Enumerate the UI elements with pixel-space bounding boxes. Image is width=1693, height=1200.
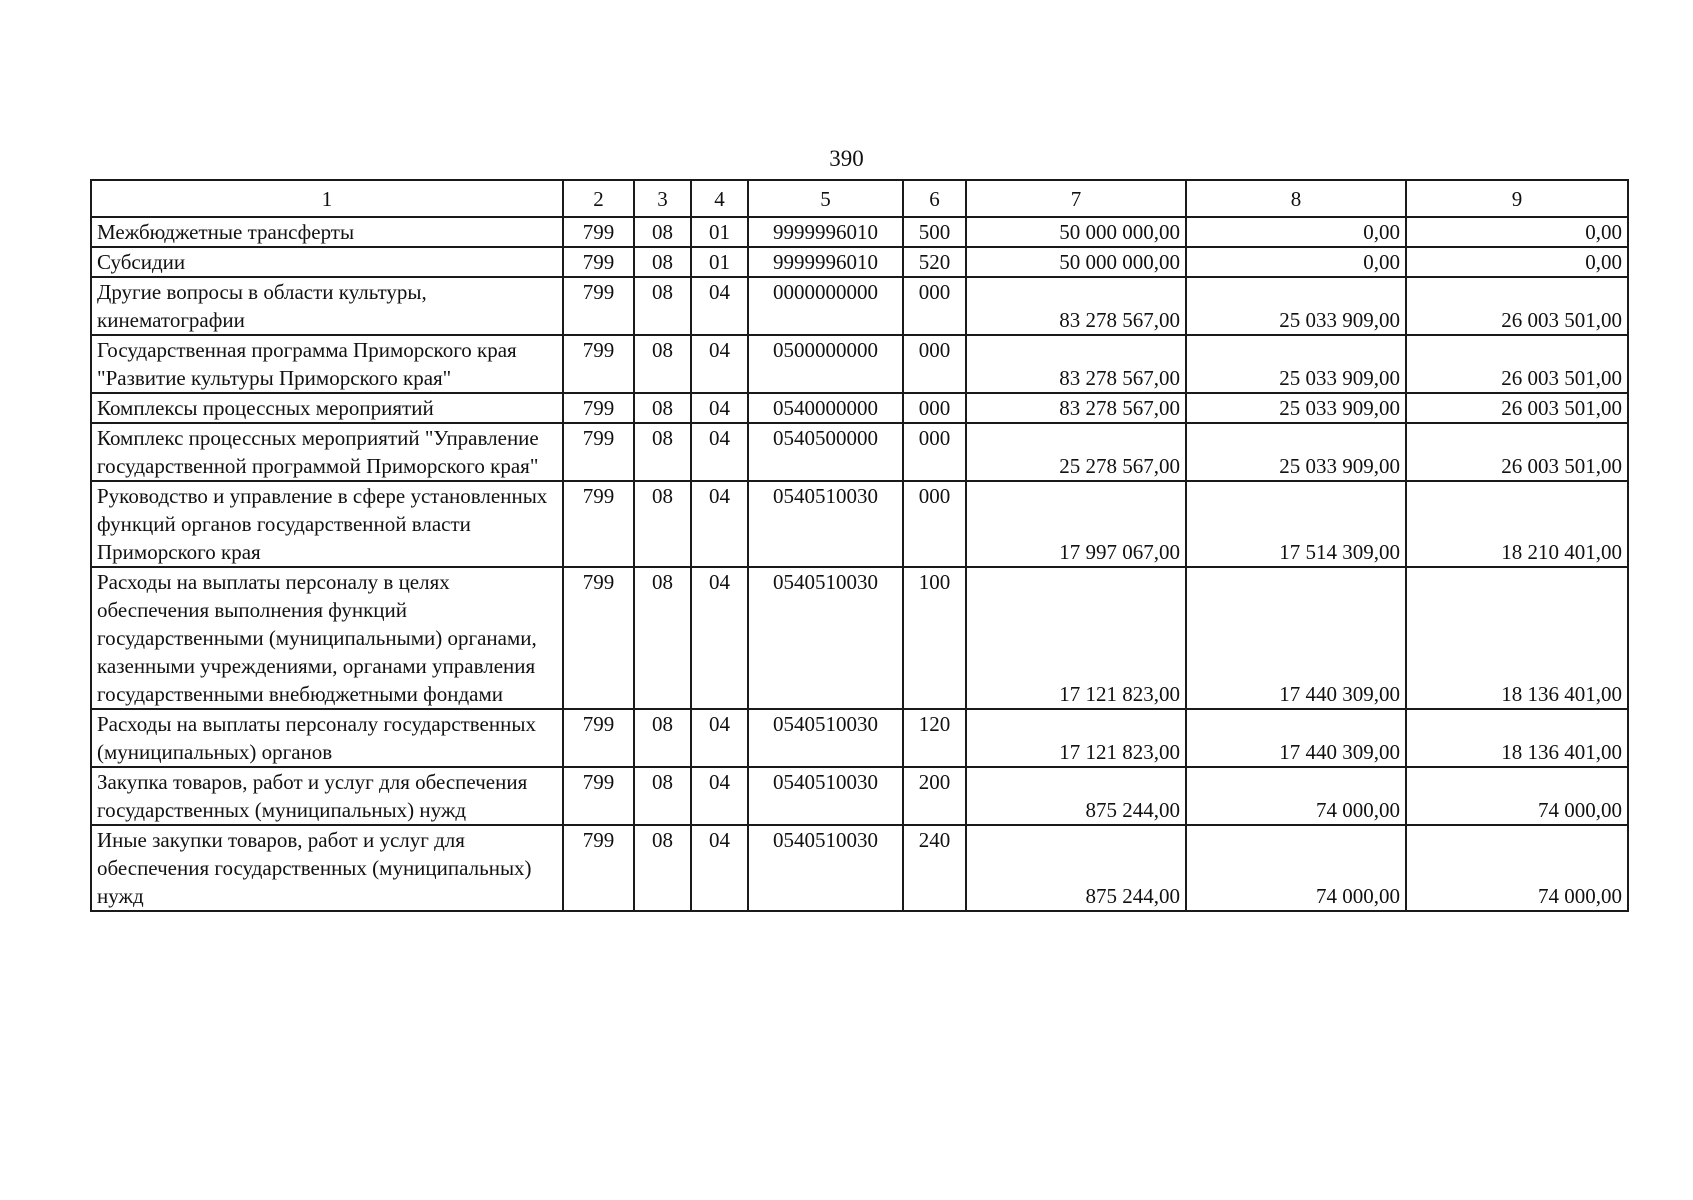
code-cell: 0500000000	[748, 335, 903, 393]
table-row	[91, 423, 1628, 481]
table-row	[91, 481, 1628, 567]
code-cell: 9999996010	[748, 247, 903, 277]
table-body	[91, 217, 1628, 911]
code-cell: 08	[634, 709, 691, 767]
budget-table	[90, 179, 1629, 912]
header-cell: 5	[748, 180, 903, 217]
code-cell: 500	[903, 217, 966, 247]
code-cell: 0540510030	[748, 481, 903, 567]
code-cell: 04	[691, 277, 748, 335]
amount-cell: 74 000,00	[1186, 767, 1406, 825]
amount-cell: 18 136 401,00	[1406, 709, 1628, 767]
row-name-cell: Межбюджетные трансферты	[91, 217, 563, 247]
code-cell: 000	[903, 393, 966, 423]
amount-cell: 50 000 000,00	[966, 247, 1186, 277]
amount-cell: 875 244,00	[966, 825, 1186, 911]
row-name-cell: Расходы на выплаты персоналу в целях обеспечения выполнения функций государственными (муниципальными) органами, казенными учреждениями, органами управления государственными внебюджетными фондами	[91, 567, 563, 709]
header-cell: 3	[634, 180, 691, 217]
header-cell: 4	[691, 180, 748, 217]
amount-cell: 17 121 823,00	[966, 567, 1186, 709]
row-name-cell: Комплекс процессных мероприятий "Управление государственной программой Приморского края"	[91, 423, 563, 481]
code-cell: 08	[634, 767, 691, 825]
table-row	[91, 393, 1628, 423]
code-cell: 000	[903, 481, 966, 567]
amount-cell: 74 000,00	[1186, 825, 1406, 911]
amount-cell: 26 003 501,00	[1406, 277, 1628, 335]
header-cell: 8	[1186, 180, 1406, 217]
code-cell: 799	[563, 423, 634, 481]
code-cell: 04	[691, 335, 748, 393]
amount-cell: 17 514 309,00	[1186, 481, 1406, 567]
row-name-cell: Руководство и управление в сфере установленных функций органов государственной власти Приморского края	[91, 481, 563, 567]
code-cell: 08	[634, 335, 691, 393]
code-cell: 04	[691, 825, 748, 911]
code-cell: 04	[691, 567, 748, 709]
code-cell: 08	[634, 825, 691, 911]
amount-cell: 18 210 401,00	[1406, 481, 1628, 567]
code-cell: 799	[563, 825, 634, 911]
code-cell: 04	[691, 481, 748, 567]
header-row	[91, 180, 1628, 217]
code-cell: 799	[563, 393, 634, 423]
page-number: 390	[829, 146, 864, 171]
amount-cell: 26 003 501,00	[1406, 393, 1628, 423]
header-cell: 1	[91, 180, 563, 217]
table-row	[91, 825, 1628, 911]
table-row	[91, 247, 1628, 277]
code-cell: 799	[563, 217, 634, 247]
amount-cell: 25 033 909,00	[1186, 423, 1406, 481]
amount-cell: 0,00	[1186, 247, 1406, 277]
code-cell: 08	[634, 247, 691, 277]
header-cell: 2	[563, 180, 634, 217]
amount-cell: 17 440 309,00	[1186, 567, 1406, 709]
row-name-cell: Закупка товаров, работ и услуг для обеспечения государственных (муниципальных) нужд	[91, 767, 563, 825]
code-cell: 799	[563, 277, 634, 335]
header-cell: 7	[966, 180, 1186, 217]
row-name-cell: Государственная программа Приморского края "Развитие культуры Приморского края"	[91, 335, 563, 393]
code-cell: 0540500000	[748, 423, 903, 481]
code-cell: 04	[691, 423, 748, 481]
code-cell: 08	[634, 481, 691, 567]
row-name-cell: Расходы на выплаты персоналу государственных (муниципальных) органов	[91, 709, 563, 767]
amount-cell: 50 000 000,00	[966, 217, 1186, 247]
code-cell: 200	[903, 767, 966, 825]
amount-cell: 875 244,00	[966, 767, 1186, 825]
table-row	[91, 767, 1628, 825]
row-name-cell: Комплексы процессных мероприятий	[91, 393, 563, 423]
code-cell: 04	[691, 393, 748, 423]
code-cell: 08	[634, 277, 691, 335]
table-row	[91, 567, 1628, 709]
amount-cell: 25 033 909,00	[1186, 277, 1406, 335]
code-cell: 799	[563, 481, 634, 567]
code-cell: 04	[691, 767, 748, 825]
code-cell: 120	[903, 709, 966, 767]
amount-cell: 26 003 501,00	[1406, 335, 1628, 393]
header-cell: 9	[1406, 180, 1628, 217]
code-cell: 0540510030	[748, 767, 903, 825]
row-name-cell: Другие вопросы в области культуры, кинематографии	[91, 277, 563, 335]
amount-cell: 74 000,00	[1406, 825, 1628, 911]
code-cell: 0540510030	[748, 825, 903, 911]
amount-cell: 17 997 067,00	[966, 481, 1186, 567]
code-cell: 000	[903, 277, 966, 335]
code-cell: 01	[691, 217, 748, 247]
code-cell: 0540510030	[748, 567, 903, 709]
amount-cell: 26 003 501,00	[1406, 423, 1628, 481]
code-cell: 799	[563, 567, 634, 709]
code-cell: 000	[903, 335, 966, 393]
amount-cell: 0,00	[1406, 247, 1628, 277]
code-cell: 9999996010	[748, 217, 903, 247]
amount-cell: 83 278 567,00	[966, 335, 1186, 393]
code-cell: 799	[563, 709, 634, 767]
table-row	[91, 277, 1628, 335]
amount-cell: 25 033 909,00	[1186, 335, 1406, 393]
code-cell: 799	[563, 247, 634, 277]
amount-cell: 25 033 909,00	[1186, 393, 1406, 423]
row-name-cell: Субсидии	[91, 247, 563, 277]
amount-cell: 17 121 823,00	[966, 709, 1186, 767]
code-cell: 799	[563, 335, 634, 393]
amount-cell: 0,00	[1186, 217, 1406, 247]
amount-cell: 0,00	[1406, 217, 1628, 247]
code-cell: 240	[903, 825, 966, 911]
code-cell: 08	[634, 217, 691, 247]
code-cell: 799	[563, 767, 634, 825]
code-cell: 04	[691, 709, 748, 767]
table-row	[91, 217, 1628, 247]
amount-cell: 17 440 309,00	[1186, 709, 1406, 767]
amount-cell: 74 000,00	[1406, 767, 1628, 825]
code-cell: 0540000000	[748, 393, 903, 423]
amount-cell: 83 278 567,00	[966, 277, 1186, 335]
amount-cell: 83 278 567,00	[966, 393, 1186, 423]
row-name-cell: Иные закупки товаров, работ и услуг для обеспечения государственных (муниципальных) нужд	[91, 825, 563, 911]
amount-cell: 18 136 401,00	[1406, 567, 1628, 709]
code-cell: 08	[634, 393, 691, 423]
header-cell: 6	[903, 180, 966, 217]
code-cell: 000	[903, 423, 966, 481]
code-cell: 520	[903, 247, 966, 277]
code-cell: 0540510030	[748, 709, 903, 767]
table-row	[91, 709, 1628, 767]
code-cell: 01	[691, 247, 748, 277]
table-row	[91, 335, 1628, 393]
code-cell: 08	[634, 423, 691, 481]
code-cell: 08	[634, 567, 691, 709]
code-cell: 0000000000	[748, 277, 903, 335]
amount-cell: 25 278 567,00	[966, 423, 1186, 481]
code-cell: 100	[903, 567, 966, 709]
